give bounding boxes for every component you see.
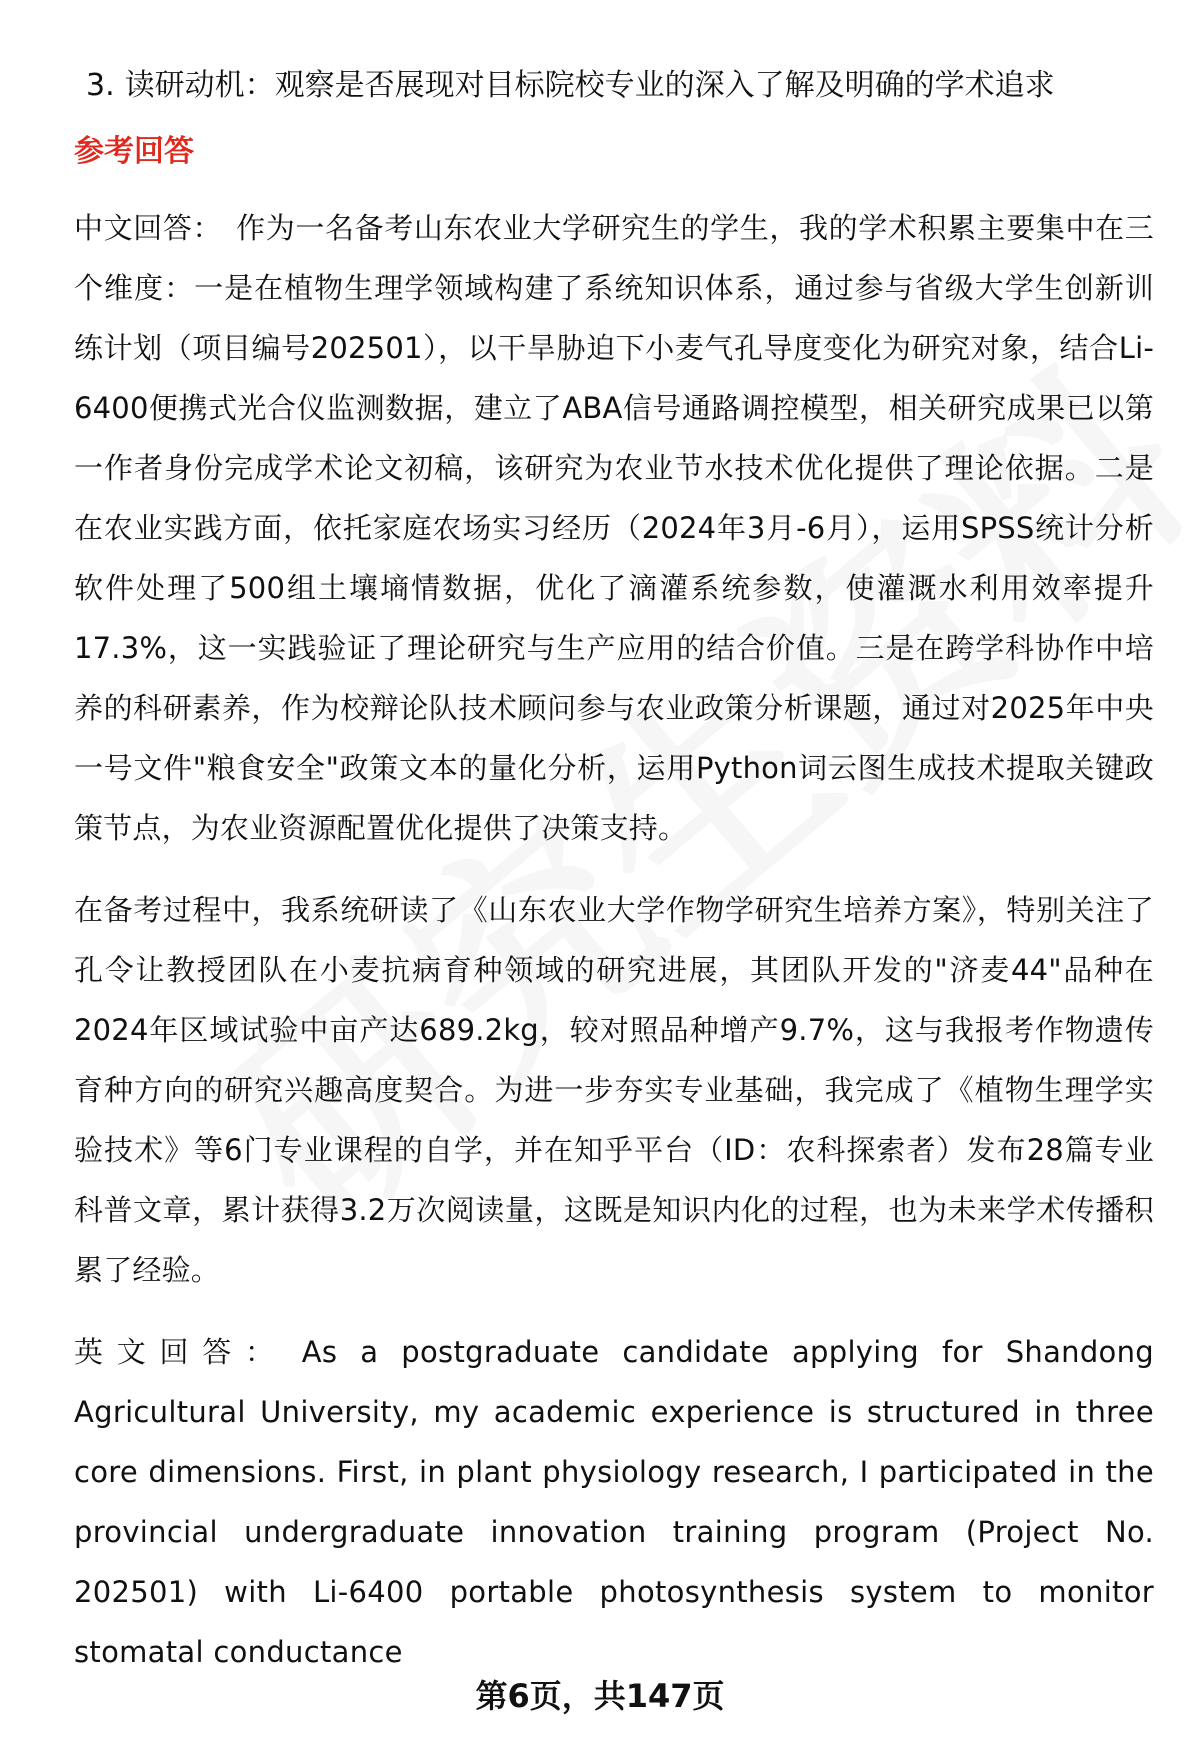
chinese-answer-paragraph-1	[74, 198, 1154, 858]
reference-answer-heading: 参考回答	[74, 134, 194, 169]
page-content	[74, 62, 1154, 1704]
chinese-answer-label: 中文回答：	[74, 211, 223, 245]
question-line	[86, 62, 1154, 110]
chinese-answer-text-1: 作为一名备考山东农业大学研究生的学生，我的学术积累主要集中在三个维度：一是在植物生理学领域构建了系统知识体系，通过参与省级大学生创新训练计划（项目编号202501），以干旱胁迫下小麦气孔导度变化为研究对象，结合Li-6400便携式光合仪监测数据，建立了ABA信号通路调控模型，相关研究成果已以第一作者身份完成学术论文初稿，该研究为农业节水技术优化提供了理论依据。二是在农业实践方面，依托家庭农场实习经历（2024年3月-6月），运用SPSS统计分析软件处理了500组土壤墒情数据，优化了滴灌系统参数，使灌溉水利用效率提升17.3%，这一实践验证了理论研究与生产应用的结合价值。三是在跨学科协作中培养的科研素养，作为校辩论队技术顾问参与农业政策分析课题，通过对2025年中央一号文件"粮食安全"政策文本的量化分析，运用Python词云图生成技术提取关键政策节点，为农业资源配置优化提供了决策支持。	[74, 211, 1154, 845]
page-footer-number: 第6页，共147页	[475, 1677, 725, 1715]
chinese-answer-paragraph-2: 在备考过程中，我系统研读了《山东农业大学作物学研究生培养方案》，特别关注了孔令让教授团队在小麦抗病育种领域的研究进展，其团队开发的"济麦44"品种在2024年区域试验中亩产达689.2kg，较对照品种增产9.7%，这与我报考作物遗传育种方向的研究兴趣高度契合。为进一步夯实专业基础，我完成了《植物生理学实验技术》等6门专业课程的自学，并在知乎平台（ID：农科探索者）发布28篇专业科普文章，累计获得3.2万次阅读量，这既是知识内化的过程，也为未来学术传播积累了经验。	[74, 893, 1154, 1287]
question-number: 3.	[86, 68, 115, 103]
english-answer-text: As a postgraduate candidate applying for Shandong Agricultural University, my academic experience is structured in three core dimensions. First, in plant physiology research, I participated in the provincial undergraduate innovation training program (Project No. 202501) with Li-6400 portable photosynthesis system to monitor stomatal conductance	[74, 1335, 1154, 1669]
english-answer-label: 英文回答：	[74, 1335, 288, 1369]
question-text: 读研动机：观察是否展现对目标院校专业的深入了解及明确的学术追求	[124, 68, 1055, 103]
english-answer-paragraph	[74, 1322, 1154, 1682]
